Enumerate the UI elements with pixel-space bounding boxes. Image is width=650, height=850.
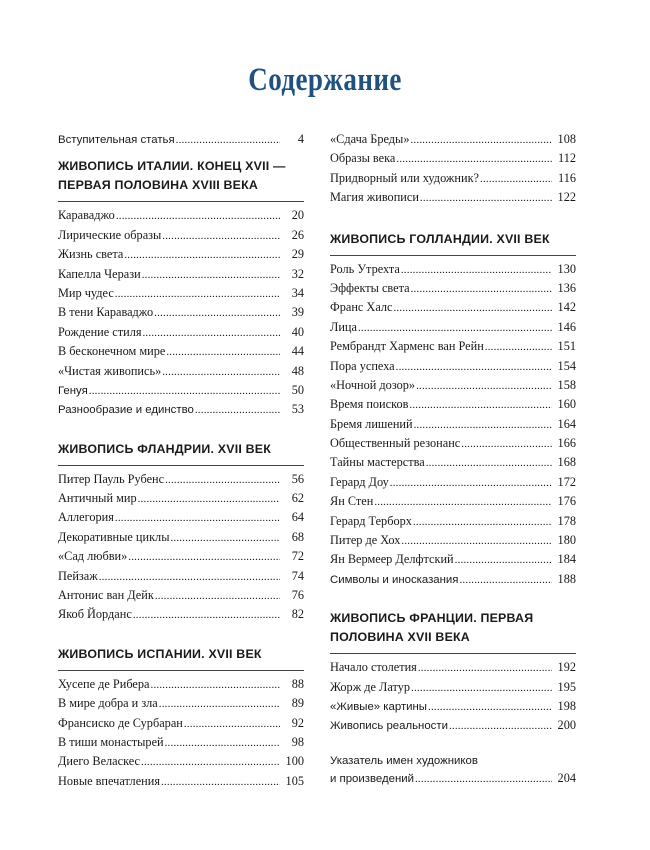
toc-entry-label: Герард Доу	[330, 474, 389, 489]
toc-entry[interactable]	[58, 208, 304, 227]
leader-dots	[161, 776, 280, 788]
toc-entry[interactable]	[330, 417, 576, 436]
leader-dots	[485, 341, 552, 353]
toc-entry-page: 158	[557, 377, 576, 392]
toc-entry-label: Новые впечатления	[58, 773, 160, 788]
toc-entry-page: 112	[558, 151, 576, 166]
leader-dots	[396, 153, 552, 165]
leader-dots	[124, 249, 280, 261]
toc-entry-label: Жорж де Латур	[330, 679, 411, 694]
toc-entry-label: Рембрандт Харменс ван Рейн	[330, 339, 484, 354]
toc-entry-label: Жизнь света	[58, 247, 124, 262]
toc-entry-label: Франсиско де Сурбаран	[58, 715, 183, 730]
toc-entry[interactable]	[58, 530, 304, 549]
toc-entry[interactable]	[330, 660, 576, 679]
toc-entry-label: Мир чудес	[58, 285, 114, 300]
toc-entry-page: 89	[291, 696, 304, 711]
toc-entry-page: 44	[291, 344, 304, 359]
toc-entry-label: Хусепе де Рибера	[58, 676, 150, 691]
leader-dots	[401, 535, 552, 547]
toc-entry-label: В тиши монастырей	[58, 734, 164, 749]
toc-entry-label: Роль Утрехта	[330, 261, 400, 276]
leader-dots	[416, 380, 552, 392]
leader-dots	[116, 210, 280, 222]
toc-entry[interactable]	[330, 699, 576, 718]
leader-dots	[133, 609, 280, 621]
leader-dots	[461, 438, 552, 450]
toc-entry[interactable]	[58, 228, 304, 247]
toc-entry-page: 198	[557, 698, 576, 713]
section-heading-italy	[58, 157, 304, 202]
toc-entry-page: 98	[291, 734, 304, 749]
toc-entry-label: Магия живописи	[330, 190, 419, 205]
toc-entry[interactable]	[58, 735, 304, 754]
toc-entry-label: «Сдача Бреды»	[330, 132, 410, 146]
toc-entry[interactable]	[330, 151, 576, 170]
leader-dots	[455, 554, 552, 566]
section-heading-holland	[330, 230, 576, 256]
leader-dots	[141, 756, 280, 768]
toc-entry-index[interactable]	[330, 752, 576, 791]
toc-entry-page: 200	[557, 718, 576, 733]
toc-entry-page: 39	[291, 305, 304, 320]
leader-dots	[449, 720, 552, 732]
toc-entry-page: 50	[291, 382, 304, 397]
leader-dots	[89, 385, 280, 397]
toc-entry-page: 180	[557, 533, 576, 548]
toc-entry-page: 4	[297, 132, 304, 146]
toc-entry-label: Генуя	[58, 384, 88, 397]
toc-entry[interactable]	[330, 514, 576, 533]
leader-dots	[374, 496, 552, 508]
toc-entry-page: 74	[291, 568, 304, 583]
toc-entry-label: Капелла Черази	[58, 266, 141, 281]
toc-entry-page: 20	[291, 208, 304, 223]
toc-entry-page: 92	[291, 715, 304, 730]
toc-entry[interactable]	[330, 281, 576, 300]
toc-entry[interactable]	[58, 607, 304, 626]
toc-entry[interactable]	[58, 510, 304, 529]
leader-dots	[162, 230, 280, 242]
leader-dots	[409, 399, 552, 411]
section-items-holland	[330, 262, 576, 592]
toc-entry-page: 34	[291, 285, 304, 300]
toc-entry[interactable]	[330, 171, 576, 190]
toc-entry-page: 188	[557, 571, 576, 586]
section-items-italy	[58, 208, 304, 421]
toc-entry-page: 176	[557, 494, 576, 509]
toc-entry-page: 142	[557, 300, 576, 315]
toc-entry-page: 40	[291, 324, 304, 339]
toc-entry[interactable]	[330, 190, 576, 209]
leader-dots	[154, 307, 280, 319]
toc-entry-label: В бесконечном мире	[58, 344, 166, 359]
toc-entry[interactable]	[58, 364, 304, 383]
toc-entry-page: 64	[291, 510, 304, 525]
toc-entry-label: Образы века	[330, 151, 396, 166]
toc-entry[interactable]	[58, 588, 304, 607]
toc-entry-page: 105	[285, 773, 304, 788]
leader-dots	[142, 327, 280, 339]
toc-entry[interactable]	[58, 472, 304, 491]
toc-entry-label: Эффекты света	[330, 280, 410, 295]
leader-dots	[428, 701, 552, 713]
toc-entry[interactable]	[330, 475, 576, 494]
toc-entry[interactable]	[330, 572, 576, 591]
toc-entry[interactable]	[330, 359, 576, 378]
leader-dots	[390, 477, 552, 489]
leader-dots	[115, 512, 280, 524]
toc-entry-page: 88	[291, 676, 304, 691]
toc-entry-page: 204	[557, 771, 576, 786]
toc-entry-label: Пора успеха	[330, 358, 395, 373]
leader-dots	[165, 474, 280, 486]
toc-entry-label: Антонис ван Дейк	[58, 588, 154, 603]
toc-entry[interactable]	[330, 300, 576, 319]
section-heading-line: ПЕРВАЯ ПОЛОВИНА XVIII ВЕКА	[58, 178, 259, 193]
leader-dots	[142, 269, 280, 281]
toc-entry-label: Диего Веласкес	[58, 754, 140, 769]
leader-dots	[411, 283, 552, 295]
toc-entry-page: 62	[291, 491, 304, 506]
toc-entry-page: 151	[557, 339, 576, 354]
toc-entry[interactable]	[330, 552, 576, 571]
toc-entry-page: 82	[291, 607, 304, 622]
toc-entry-page: 100	[285, 754, 304, 769]
toc-entry[interactable]	[58, 344, 304, 363]
section-heading-line: ЖИВОПИСЬ ФРАНЦИИ. ПЕРВАЯ	[330, 611, 534, 626]
toc-entry-page: 168	[557, 455, 576, 470]
toc-entry[interactable]	[330, 533, 576, 552]
toc-entry-label: Античный мир	[58, 491, 137, 506]
toc-entry-page: 122	[557, 190, 576, 205]
leader-dots	[159, 698, 280, 710]
leader-dots	[195, 404, 280, 416]
toc-entry-page: 29	[291, 247, 304, 262]
toc-entry-page: 48	[291, 363, 304, 378]
toc-entry-page: 26	[291, 227, 304, 242]
toc-entry[interactable]	[58, 383, 304, 402]
toc-entry[interactable]	[58, 696, 304, 715]
toc-entry-page: 76	[291, 588, 304, 603]
section-heading-line: ЖИВОПИСЬ ИСПАНИИ. XVII ВЕК	[58, 646, 262, 661]
leader-dots	[393, 302, 552, 314]
toc-entry[interactable]	[58, 286, 304, 305]
toc-entry-page: 195	[557, 679, 576, 694]
toc-entry-label: Начало столетия	[330, 660, 417, 675]
toc-entry[interactable]	[330, 680, 576, 699]
toc-entry[interactable]	[330, 455, 576, 474]
toc-entry-label: «Живые» картины	[330, 700, 427, 713]
toc-entry[interactable]	[58, 247, 304, 266]
toc-entry[interactable]	[58, 569, 304, 588]
toc-entry-label: Караваджо	[58, 208, 115, 223]
page-title: Содержание	[248, 62, 402, 98]
toc-entry-label: Ян Стен	[330, 494, 374, 509]
toc-entry-page: 108	[557, 132, 576, 146]
toc-entry[interactable]	[330, 436, 576, 455]
toc-entry[interactable]	[58, 549, 304, 568]
leader-dots	[155, 590, 280, 602]
toc-entry-page: 32	[291, 266, 304, 281]
leader-dots	[396, 361, 552, 373]
toc-entry[interactable]	[330, 262, 576, 281]
toc-entry[interactable]	[58, 305, 304, 324]
toc-entry-label: Разнообразие и единство	[58, 404, 194, 417]
toc-entry-label: Питер Пауль Рубенс	[58, 471, 165, 486]
leader-dots	[99, 571, 280, 583]
toc-entry-label: Герард Терборх	[330, 513, 412, 528]
toc-entry-label: «Чистая живопись»	[58, 363, 162, 378]
toc-entry-label: Символы и иносказания	[330, 573, 459, 586]
toc-left-column	[58, 132, 304, 793]
leader-dots	[480, 173, 552, 185]
toc-entry-page: 136	[557, 280, 576, 295]
toc-entry-label: Живопись реальности	[330, 720, 448, 733]
section-items-france	[330, 660, 576, 738]
leader-dots	[414, 419, 552, 431]
toc-entry-label: В мире добра и зла	[58, 696, 158, 711]
toc-entry-page: 130	[557, 261, 576, 276]
toc-entry[interactable]	[58, 402, 304, 421]
toc-entry-page: 192	[557, 660, 576, 675]
toc-entry-label: Тайны мастерства	[330, 455, 425, 470]
toc-entry-page: 166	[557, 436, 576, 451]
section-heading-line: ЖИВОПИСЬ ИТАЛИИ. КОНЕЦ XVII —	[58, 159, 286, 174]
toc-entry-label: Аллегория	[58, 510, 114, 525]
leader-dots	[170, 532, 280, 544]
section-heading-france	[330, 609, 576, 654]
section-items-flanders	[58, 472, 304, 627]
leader-dots	[138, 493, 280, 505]
toc-entry-page: 56	[291, 471, 304, 486]
toc-entry-label: Пейзаж	[58, 568, 98, 583]
leader-dots	[401, 264, 552, 276]
toc-entry-label: Придворный или художник?	[330, 170, 479, 185]
leader-dots	[413, 516, 552, 528]
toc-entry-label: Питер де Хох	[330, 533, 401, 548]
toc-entry-page: 146	[557, 319, 576, 334]
leader-dots	[426, 457, 552, 469]
toc-entry[interactable]	[58, 267, 304, 286]
index-entry-line2	[330, 771, 576, 790]
toc-entry-page: 116	[558, 170, 576, 185]
toc-entry-label: Декоративные циклы	[58, 529, 170, 544]
toc-entry-label: Бремя лишений	[330, 416, 413, 431]
toc-entry-label: и произведений	[330, 773, 414, 786]
leader-dots	[184, 718, 280, 730]
toc-entry[interactable]	[58, 325, 304, 344]
toc-entry-label: Время поисков	[330, 397, 409, 412]
toc-entry[interactable]	[58, 774, 304, 793]
toc-entry-label: «Сад любви»	[58, 549, 128, 564]
toc-entry-label: Рождение стиля	[58, 324, 142, 339]
toc-entry-page: 164	[557, 416, 576, 431]
leader-dots	[459, 574, 552, 586]
toc-entry[interactable]	[330, 339, 576, 358]
toc-entry[interactable]	[330, 132, 576, 151]
toc-entry[interactable]	[330, 718, 576, 737]
index-label-line1: Указатель имен художников	[330, 754, 478, 767]
section-items-spain	[58, 677, 304, 793]
leader-dots	[115, 288, 280, 300]
toc-entry[interactable]	[330, 494, 576, 513]
section-heading-line: ЖИВОПИСЬ ФЛАНДРИИ. XVII ВЕК	[58, 441, 272, 456]
leader-dots	[415, 773, 552, 785]
leader-dots	[410, 134, 552, 146]
toc-entry[interactable]	[330, 378, 576, 397]
leader-dots	[411, 682, 552, 694]
toc-entry-page: 68	[291, 529, 304, 544]
toc-entry-page: 178	[557, 513, 576, 528]
toc-entry-page: 172	[557, 474, 576, 489]
section-heading-line: ЖИВОПИСЬ ГОЛЛАНДИИ. XVII ВЕК	[330, 231, 550, 246]
toc-entry[interactable]	[330, 320, 576, 339]
toc-entry[interactable]	[330, 397, 576, 416]
toc-entry-page: 154	[557, 358, 576, 373]
leader-dots	[166, 346, 280, 358]
toc-entry-intro[interactable]	[58, 132, 304, 151]
section-heading-spain	[58, 645, 304, 671]
toc-entry-page: 53	[291, 402, 304, 417]
section-heading-line: ПОЛОВИНА XVII ВЕКА	[330, 630, 470, 645]
toc-entry[interactable]	[58, 677, 304, 696]
toc-entry-label: Лица	[330, 319, 357, 334]
leader-dots	[151, 679, 281, 691]
toc-entry-page: 160	[557, 397, 576, 412]
toc-entry-label: Общественный резонанс	[330, 436, 461, 451]
leader-dots	[420, 192, 552, 204]
section-heading-flanders	[58, 440, 304, 466]
toc-entry[interactable]	[58, 754, 304, 773]
toc-entry-page: 72	[291, 549, 304, 564]
leader-dots	[358, 322, 552, 334]
leader-dots	[165, 737, 280, 749]
leader-dots	[128, 551, 280, 563]
toc-entry-label: «Ночной дозор»	[330, 377, 416, 392]
toc-entry[interactable]	[58, 716, 304, 735]
toc-entry-label: Лирические образы	[58, 227, 162, 242]
leader-dots	[162, 366, 280, 378]
toc-entry-label: В тени Караваджо	[58, 305, 154, 320]
toc-right-column	[330, 132, 576, 791]
toc-entry-label: Франс Халс	[330, 300, 393, 315]
toc-entry[interactable]	[58, 491, 304, 510]
toc-entry-label: Вступительная статья	[58, 134, 175, 146]
toc-entry-label: Ян Вермеер Делфтский	[330, 552, 454, 567]
leader-dots	[418, 662, 552, 674]
toc-entry-label: Якоб Йорданс	[58, 607, 132, 622]
leader-dots	[176, 134, 280, 146]
section-items-spain-continued	[330, 132, 576, 210]
toc-entry-page: 184	[557, 552, 576, 567]
